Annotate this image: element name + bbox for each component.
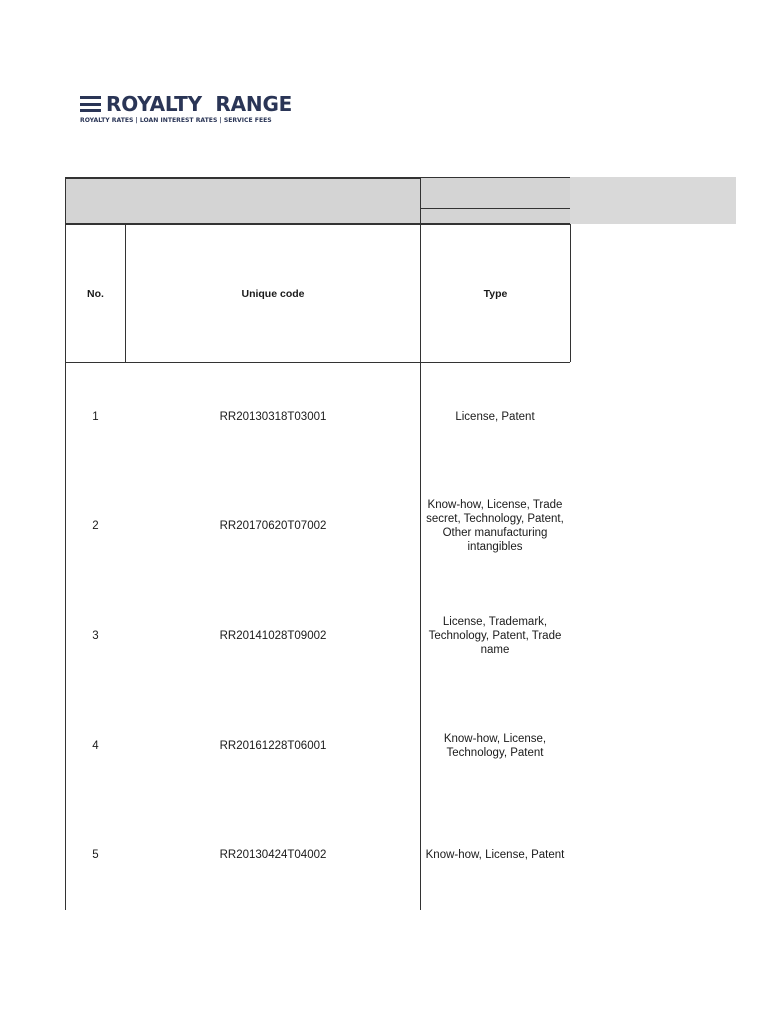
royalty-range-logo	[80, 92, 292, 124]
row-3-type: License, Trademark, Technology, Patent, Trade name	[428, 616, 562, 656]
logo-tagline: ROYALTY RATES | LOAN INTEREST RATES | SERVICE FEES	[80, 117, 272, 124]
row-5-code: RR20130424T04002	[219, 849, 327, 861]
row-5-no: 5	[92, 849, 99, 861]
header-no: No.	[87, 287, 104, 300]
table-border-top-right	[420, 177, 570, 178]
logo-wordmark	[80, 92, 292, 116]
table-border-right	[570, 224, 571, 362]
table-header-bottom	[65, 362, 570, 363]
row-4-type: Know-how, License, Technology, Patent	[443, 733, 547, 759]
table-border-top	[65, 177, 420, 179]
row-5-type: Know-how, License, Patent	[425, 849, 565, 861]
menu-icon	[80, 96, 101, 112]
table-header-subdivider	[420, 208, 570, 209]
row-2-no: 2	[92, 520, 99, 532]
table-header-band-extension	[570, 177, 736, 224]
row-1-type: License, Patent	[455, 411, 535, 423]
row-4-no: 4	[92, 740, 99, 752]
row-2-code: RR20170620T07002	[219, 520, 327, 532]
row-1-no: 1	[92, 411, 99, 423]
row-3-code: RR20141028T09002	[219, 630, 327, 642]
logo-title: ROYALTY RANGE	[106, 92, 293, 116]
row-1-code: RR20130318T03001	[219, 411, 327, 423]
row-2-type: Know-how, License, Trade secret, Technology, Patent, Other manufacturing intangibles	[426, 499, 564, 553]
table-header-band	[66, 177, 570, 224]
row-3-no: 3	[92, 630, 99, 642]
header-unique-code: Unique code	[241, 287, 305, 300]
header-type: Type	[483, 287, 508, 300]
row-4-code: RR20161228T06001	[219, 740, 327, 752]
